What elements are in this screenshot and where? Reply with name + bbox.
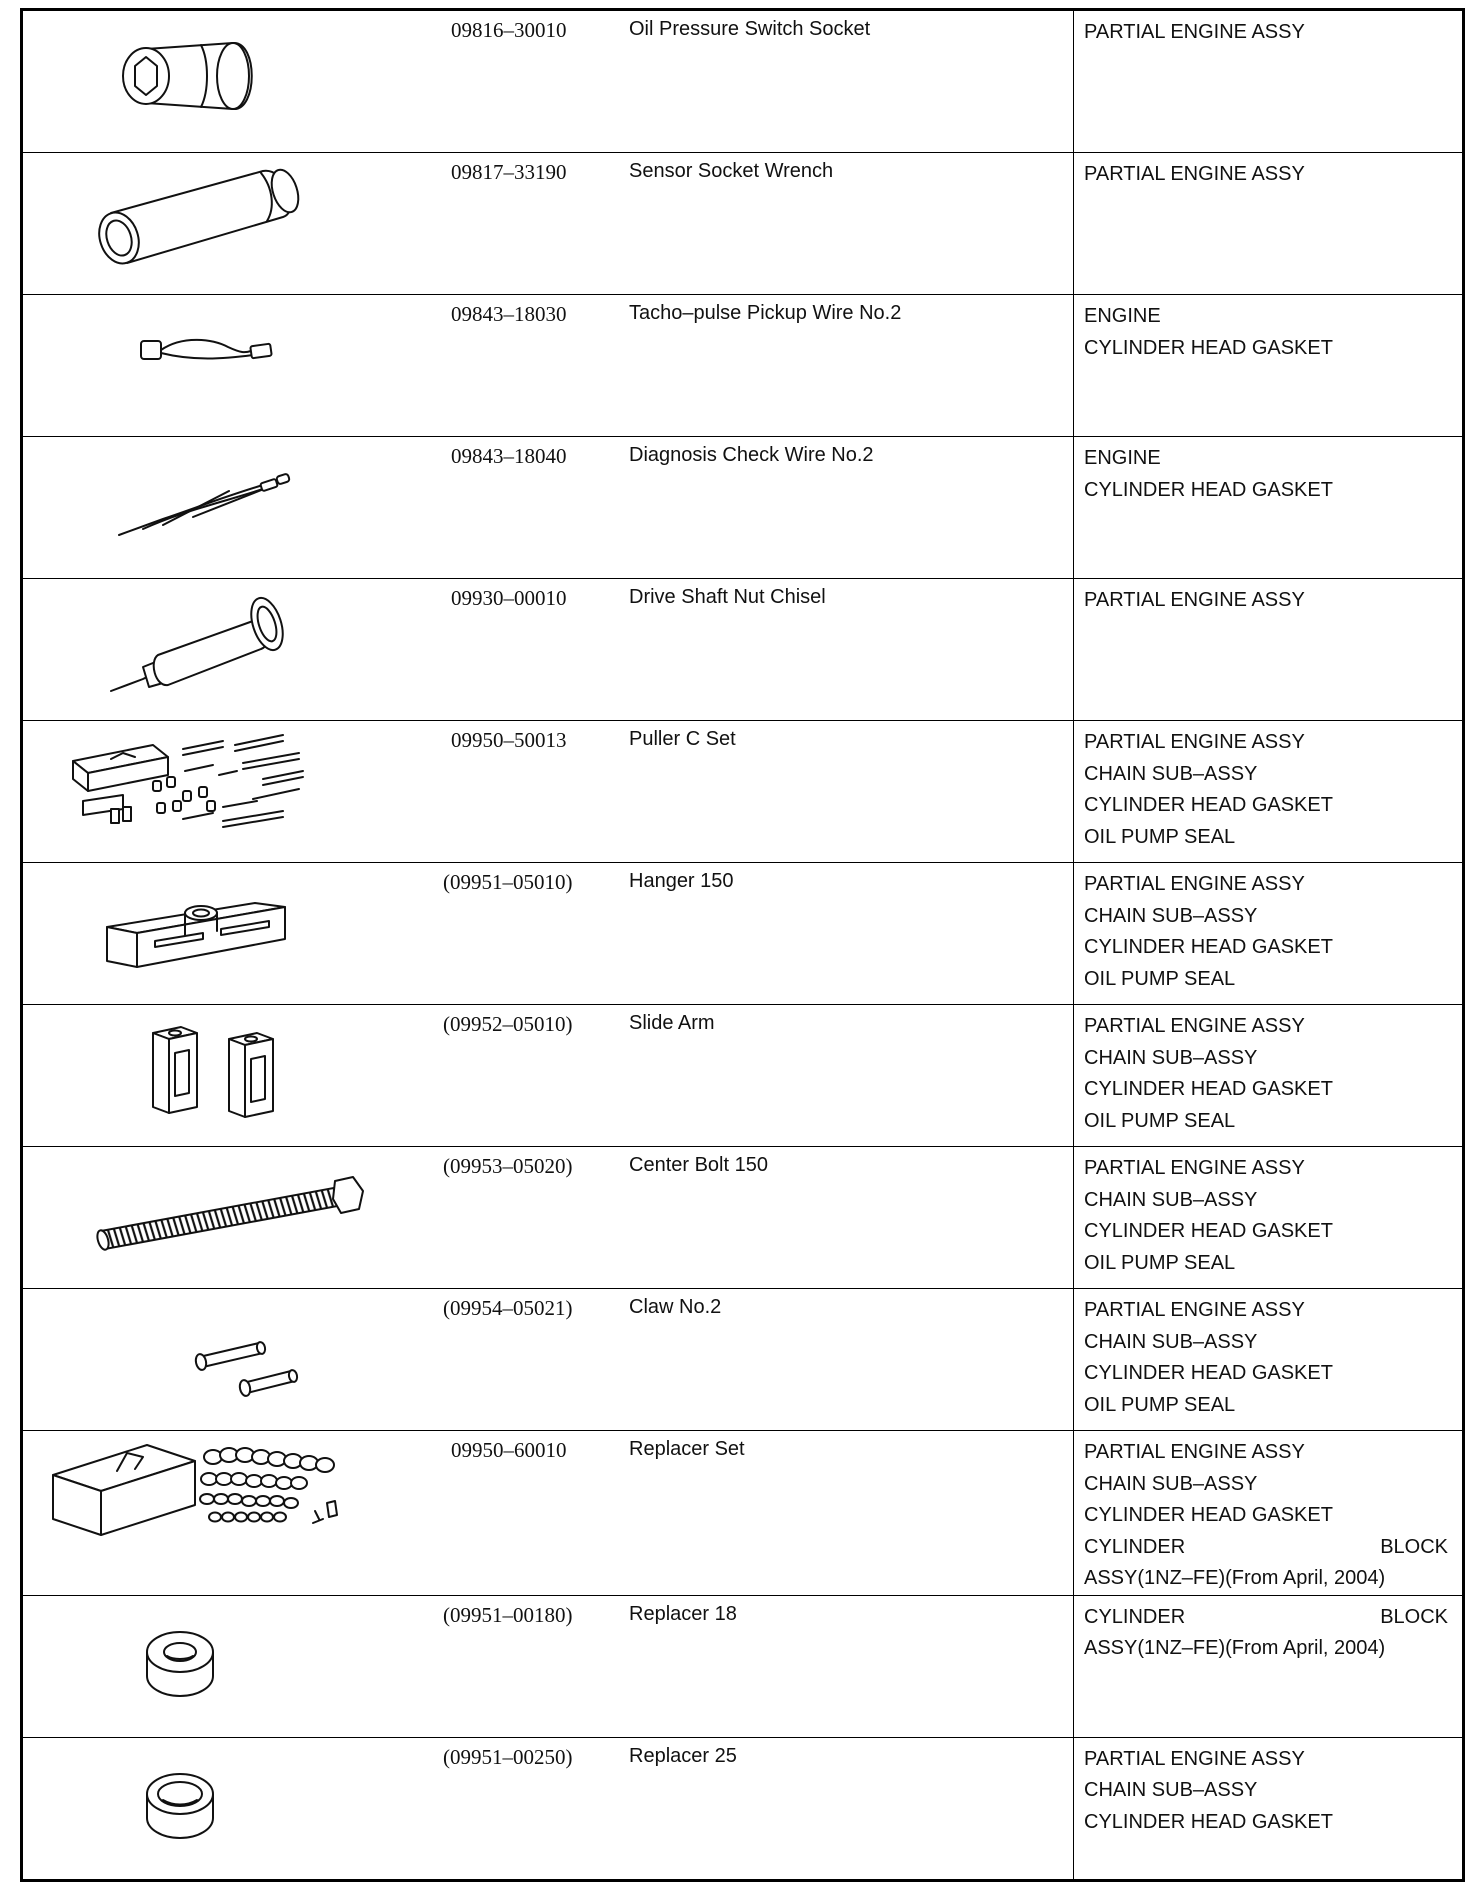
usage-item-split (1084, 1602, 1450, 1634)
usage-item: CYLINDER HEAD GASKET (1084, 1362, 1333, 1384)
tool-illustration-cell (22, 1147, 428, 1289)
table-row (22, 295, 1464, 437)
usage-item-tail: ASSY(1NZ–FE)(From April, 2004) (1084, 1567, 1386, 1589)
center-bolt-150-illustration (23, 1147, 427, 1288)
part-number: 09950–50013 (451, 728, 567, 752)
part-number: (09951–00250) (443, 1744, 573, 1769)
tool-name: Diagnosis Check Wire No.2 (629, 444, 874, 466)
usage-item-right: BLOCK (1380, 1605, 1448, 1628)
part-number: (09951–00180) (443, 1602, 573, 1627)
part-number: 09816–30010 (451, 18, 567, 42)
part-number: (09951–05010) (443, 870, 573, 894)
usage-item: CHAIN SUB–ASSY (1084, 1046, 1258, 1069)
table-row (22, 721, 1464, 863)
tool-illustration-cell (22, 295, 428, 437)
tool-illustration-cell (22, 863, 428, 1005)
table-row (22, 1595, 1464, 1737)
tool-name: Oil Pressure Switch Socket (629, 18, 871, 40)
usage-item: CHAIN SUB–ASSY (1084, 762, 1258, 785)
usage-item-left: CYLINDER (1084, 1605, 1186, 1628)
special-service-tools-table (20, 8, 1465, 1882)
part-number: (09953–05020) (443, 1154, 573, 1178)
usage-item: PARTIAL ENGINE ASSY (1084, 1747, 1305, 1770)
tool-illustration-cell (22, 153, 428, 295)
usage-item: ENGINE (1084, 305, 1161, 327)
usage-item: CHAIN SUB–ASSY (1084, 1472, 1258, 1495)
tool-name: Center Bolt 150 (629, 1154, 768, 1176)
usage-item: PARTIAL ENGINE ASSY (1084, 1441, 1305, 1463)
usage-list (1074, 1005, 1462, 1137)
tool-illustration-cell (22, 10, 428, 153)
replacer-25-illustration (23, 1738, 427, 1879)
usage-list (1074, 1431, 1462, 1595)
tool-illustration-cell (22, 579, 428, 721)
usage-item: PARTIAL ENGINE ASSY (1084, 873, 1305, 895)
claw-no2-illustration (23, 1289, 427, 1430)
tacho-pulse-pickup-wire-illustration (23, 295, 427, 436)
replacer-18-illustration (23, 1596, 427, 1737)
tool-name: Replacer 25 (629, 1744, 737, 1767)
tool-illustration-cell (22, 721, 428, 863)
replacer-set-illustration (23, 1431, 427, 1572)
usage-list (1074, 1738, 1462, 1839)
diagnosis-check-wire-illustration (23, 437, 427, 578)
tool-illustration-cell (22, 437, 428, 579)
usage-item: PARTIAL ENGINE ASSY (1084, 1157, 1305, 1179)
usage-item: OIL PUMP SEAL (1084, 967, 1236, 990)
usage-item-left: CYLINDER (1084, 1535, 1186, 1558)
usage-item: CYLINDER HEAD GASKET (1084, 1078, 1333, 1100)
table-row (22, 1005, 1464, 1147)
usage-list (1074, 1147, 1462, 1279)
tool-illustration-cell (22, 1005, 428, 1147)
usage-item-tail: ASSY(1NZ–FE)(From April, 2004) (1084, 1637, 1386, 1659)
usage-list (1074, 1596, 1462, 1665)
usage-item-split (1084, 1532, 1450, 1564)
hanger-150-illustration (23, 863, 427, 1004)
usage-list (1074, 153, 1462, 191)
usage-item: CYLINDER HEAD GASKET (1084, 1504, 1333, 1526)
tool-name: Replacer Set (629, 1438, 745, 1460)
usage-item: OIL PUMP SEAL (1084, 1109, 1236, 1132)
usage-item: CYLINDER HEAD GASKET (1084, 478, 1333, 501)
part-number: 09817–33190 (451, 160, 567, 184)
slide-arm-illustration (23, 1005, 427, 1146)
tool-name: Slide Arm (629, 1012, 715, 1034)
table-row (22, 437, 1464, 579)
usage-item: CHAIN SUB–ASSY (1084, 1779, 1258, 1801)
usage-item-right: BLOCK (1380, 1535, 1448, 1558)
part-number: (09954–05021) (443, 1296, 573, 1320)
usage-item: CYLINDER HEAD GASKET (1084, 936, 1333, 958)
part-number: (09952–05010) (443, 1012, 573, 1036)
tool-name: Claw No.2 (629, 1296, 722, 1318)
usage-item: PARTIAL ENGINE ASSY (1084, 163, 1305, 185)
table-row (22, 10, 1464, 153)
tool-name: Drive Shaft Nut Chisel (629, 586, 826, 608)
tool-name: Replacer 18 (629, 1602, 737, 1625)
table-row (22, 863, 1464, 1005)
table-row (22, 1737, 1464, 1880)
table-row (22, 153, 1464, 295)
part-number: 09930–00010 (451, 586, 567, 610)
table-row (22, 1289, 1464, 1431)
usage-list (1074, 579, 1462, 617)
drive-shaft-nut-chisel-illustration (23, 579, 427, 720)
usage-item: CYLINDER HEAD GASKET (1084, 1810, 1333, 1833)
usage-item: PARTIAL ENGINE ASSY (1084, 589, 1305, 611)
usage-item: CYLINDER HEAD GASKET (1084, 794, 1333, 816)
tool-illustration-cell (22, 1289, 428, 1431)
usage-item: OIL PUMP SEAL (1084, 825, 1236, 848)
tool-name: Hanger 150 (629, 870, 734, 892)
tool-illustration-cell (22, 1431, 428, 1596)
usage-list (1074, 863, 1462, 995)
tool-illustration-cell (22, 1595, 428, 1737)
usage-item: CYLINDER HEAD GASKET (1084, 336, 1333, 359)
usage-item: PARTIAL ENGINE ASSY (1084, 21, 1305, 43)
table-row (22, 579, 1464, 721)
usage-item: CYLINDER HEAD GASKET (1084, 1220, 1333, 1242)
table-row (22, 1431, 1464, 1596)
puller-c-set-illustration (23, 721, 427, 862)
part-number: 09843–18040 (451, 444, 567, 468)
part-number: 09950–60010 (451, 1438, 567, 1462)
usage-list (1074, 11, 1462, 49)
usage-item: CHAIN SUB–ASSY (1084, 904, 1258, 927)
tool-illustration-cell (22, 1737, 428, 1880)
usage-item: CHAIN SUB–ASSY (1084, 1188, 1258, 1211)
table-row (22, 1147, 1464, 1289)
usage-item: OIL PUMP SEAL (1084, 1393, 1236, 1416)
usage-list (1074, 1289, 1462, 1421)
part-number: 09843–18030 (451, 302, 567, 326)
oil-pressure-switch-socket-illustration (23, 11, 427, 152)
usage-item: PARTIAL ENGINE ASSY (1084, 731, 1305, 753)
tool-name: Puller C Set (629, 728, 736, 750)
usage-item: PARTIAL ENGINE ASSY (1084, 1299, 1305, 1321)
usage-item: OIL PUMP SEAL (1084, 1251, 1236, 1274)
usage-list (1074, 721, 1462, 853)
tool-name: Sensor Socket Wrench (629, 160, 834, 182)
usage-list (1074, 295, 1462, 364)
usage-item: CHAIN SUB–ASSY (1084, 1330, 1258, 1353)
sensor-socket-wrench-illustration (23, 153, 427, 294)
usage-item: PARTIAL ENGINE ASSY (1084, 1015, 1305, 1037)
usage-list (1074, 437, 1462, 506)
tool-name: Tacho–pulse Pickup Wire No.2 (629, 302, 902, 324)
usage-item: ENGINE (1084, 447, 1161, 469)
